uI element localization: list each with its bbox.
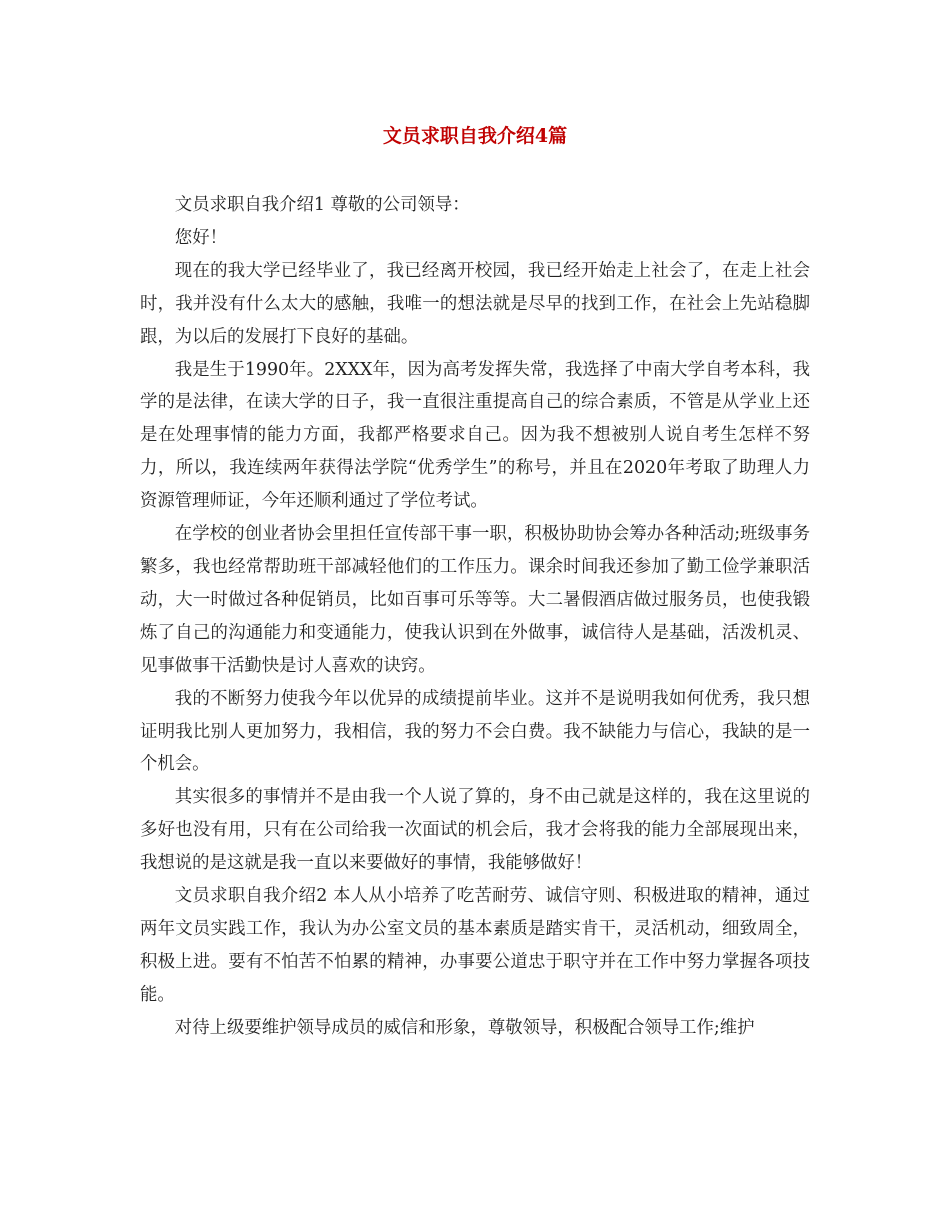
- paragraph: 我的不断努力使我今年以优异的成绩提前毕业。这并不是说明我如何优秀，我只想证明我比别人更加努力，我相信，我的努力不会白费。我不缺能力与信心，我缺的是一个机会。: [140, 688, 810, 775]
- paragraph: 我是生于1990年。2XXX年，因为高考发挥失常，我选择了中南大学自考本科，我学的是法律，在读大学的日子，我一直很注重提高自己的综合素质，不管是从学业上还是在处理事情的能力方面，我都严格要求自己。因为我不想被别人说自考生怎样不努力，所以，我连续两年获得法学院“优秀学生”的称号，并且在2020年考取了助理人力资源管理师证，今年还顺利通过了学位考试。: [140, 359, 810, 512]
- paragraph: 现在的我大学已经毕业了，我已经离开校园，我已经开始走上社会了，在走上社会时，我并没有什么太大的感触，我唯一的想法就是尽早的找到工作，在社会上先站稳脚跟，为以后的发展打下良好的基础。: [140, 260, 810, 347]
- document-title: 文员求职自我介绍4篇: [382, 125, 568, 147]
- paragraph: 对待上级要维护领导成员的威信和形象，尊敬领导，积极配合领导工作;维护: [174, 1017, 755, 1038]
- paragraph: 其实很多的事情并不是由我一个人说了算的，身不由己就是这样的，我在这里说的多好也没有用，只有在公司给我一次面试的机会后，我才会将我的能力全部展现出来，我想说的是这就是我一直以来要做好的事情，我能够做好！: [140, 787, 810, 874]
- paragraph: 文员求职自我介绍2 本人从小培养了吃苦耐劳、诚信守则、积极进取的精神，通过两年文员实践工作，我认为办公室文员的基本素质是踏实肯干，灵活机动，细致周全，积极上进。要有不怕苦不怕累的精神，办事要公道忠于职守并在工作中努力掌握各项技能。: [140, 886, 810, 1005]
- paragraph: 在学校的创业者协会里担任宣传部干事一职，积极协助协会筹办各种活动;班级事务繁多，我也经常帮助班干部减轻他们的工作压力。课余时间我还参加了勤工俭学兼职活动，大一时做过各种促销员，比如百事可乐等等。大二暑假酒店做过服务员，也使我锻炼了自己的沟通能力和变通能力，使我认识到在外做事，诚信待人是基础，活泼机灵、见事做事干活勤快是讨人喜欢的诀窍。: [140, 524, 810, 676]
- paragraph: 文员求职自我介绍1 尊敬的公司领导：: [174, 195, 470, 215]
- paragraph: 您好！: [174, 227, 227, 248]
- document-body: [140, 189, 810, 1045]
